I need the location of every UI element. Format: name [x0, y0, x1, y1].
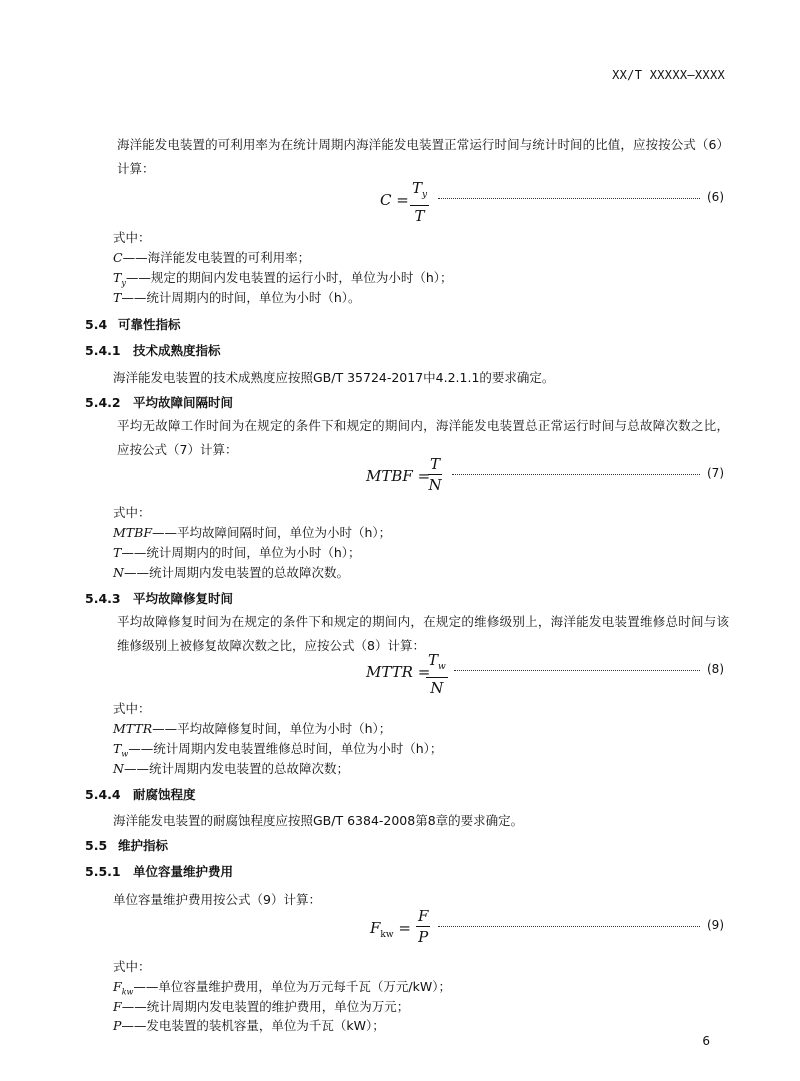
formula-8-number: (8) [707, 662, 724, 676]
formula-7-leader [452, 474, 700, 475]
formula-6-lhs: C = [380, 191, 409, 209]
where-item-p: P——发电装置的装机容量，单位为千瓦（kW）； [113, 1018, 385, 1033]
page-number: 6 [702, 1034, 710, 1048]
where-item-tw: $T_w——$统计周期内发电装置维修总时间，单位为小时（h）； [113, 741, 443, 759]
where-item-fkw: $F_{kw}——$单位容量维护费用，单位为万元每千瓦（万元/kW）； [113, 979, 451, 997]
formula-9-fraction: $\frac{F}{P}$ [418, 907, 429, 946]
formula-6-fraction: $\frac{T_y}{T}$ [412, 179, 428, 225]
formula-9-number: (9) [707, 918, 724, 932]
formula-8-leader [454, 670, 700, 671]
formula-6 [380, 178, 724, 225]
formula-9-leader [438, 926, 700, 927]
document-number: XX/T XXXXX—XXXX [612, 68, 725, 82]
heading-5-4-2: 5.4.2 平均故障间隔时间 [85, 395, 234, 410]
heading-5-4-1: 5.4.1 技术成熟度指标 [85, 343, 221, 358]
where-item-n2: N——统计周期内发电装置的总故障次数； [113, 761, 349, 776]
formula-6-leader [438, 198, 700, 199]
heading-5-4: 5.4 可靠性指标 [85, 317, 181, 332]
where-label-2: 式中： [113, 505, 151, 520]
where-item-n: N——统计周期内发电装置的总故障次数。 [113, 565, 349, 580]
where-item-ty: $T_y——$规定的期间内发电装置的运行小时，单位为小时（h）； [113, 270, 453, 288]
formula-9-lhs: $F_{kw}$ = [370, 919, 411, 940]
formula-7-fraction: $\frac{T}{N}$ [428, 455, 442, 494]
formula-7 [366, 454, 724, 498]
formula-8-lhs: MTTR = [366, 663, 431, 681]
where-item-mtbf: MTBF——平均故障间隔时间，单位为小时（h）； [113, 525, 392, 540]
paragraph-5-4-3: 平均故障修复时间为在规定的条件下和规定的期间内，在规定的维修级别上，海洋能发电装置维修总时间与该维修级别上被修复故障次数之比，应按公式（8）计算： [117, 614, 729, 653]
where-item-mttr: MTTR——平均故障修复时间，单位为小时（h）； [113, 721, 392, 736]
paragraph-5-5-1: 单位容量维护费用按公式（9）计算： [113, 892, 321, 907]
where-item-f: F——统计周期内发电装置的维护费用，单位为万元； [113, 999, 410, 1014]
heading-5-4-3: 5.4.3 平均故障修复时间 [85, 591, 234, 606]
paragraph-5-4-2: 平均无故障工作时间为在规定的条件下和规定的期间内，海洋能发电装置总正常运行时间与总故障次数之比，应按公式（7）计算： [117, 418, 729, 457]
formula-6-number: (6) [707, 190, 724, 204]
paragraph-5-4-4: 海洋能发电装置的耐腐蚀程度应按照GB/T 6384-2008第8章的要求确定。 [113, 813, 524, 828]
where-label-3: 式中： [113, 701, 151, 716]
heading-5-5-1: 5.5.1 单位容量维护费用 [85, 864, 234, 879]
where-item-t: T——统计周期内的时间，单位为小时（h）。 [113, 290, 361, 305]
formula-8-fraction: $\frac{T_w}{N}$ [428, 651, 446, 697]
where-label-1: 式中： [113, 230, 151, 245]
paragraph-availability: 海洋能发电装置的可利用率为在统计周期内海洋能发电装置正常运行时间与统计时间的比值，应按按公式（6）计算： [117, 137, 729, 176]
formula-9 [370, 906, 724, 950]
heading-5-4-4: 5.4.4 耐腐蚀程度 [85, 787, 196, 802]
where-item-t2: T——统计周期内的时间，单位为小时（h）； [113, 545, 361, 560]
heading-5-5: 5.5 维护指标 [85, 838, 169, 853]
paragraph-5-4-1: 海洋能发电装置的技术成熟度应按照GB/T 35724-2017中4.2.1.1的要求确定。 [113, 370, 555, 385]
formula-8 [366, 650, 724, 697]
formula-7-lhs: MTBF = [366, 467, 431, 485]
formula-7-number: (7) [707, 466, 724, 480]
where-label-4: 式中： [113, 959, 151, 974]
where-item-c: C——海洋能发电装置的可利用率； [113, 250, 311, 265]
